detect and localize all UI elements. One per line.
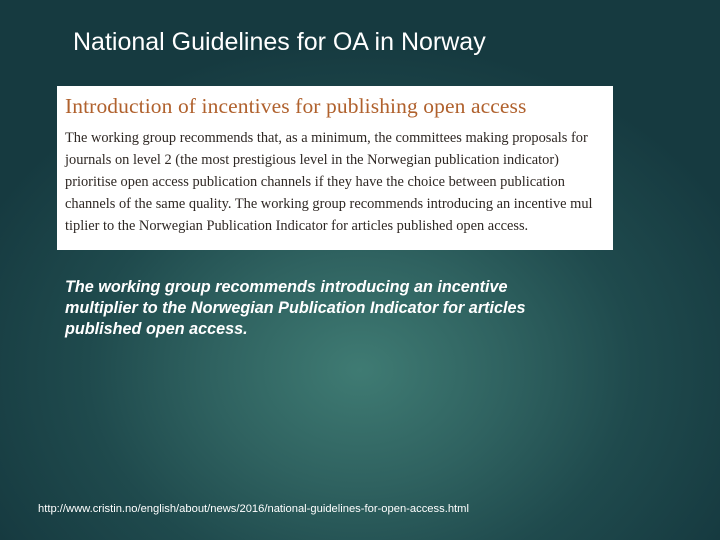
excerpt-line: The working group recommends that, as a minimum, the committees making proposals for (65, 130, 588, 146)
document-excerpt-image (57, 86, 613, 250)
quote-line: multiplier to the Norwegian Publication Indicator for articles (65, 299, 526, 317)
source-url-link[interactable]: http://www.cristin.no/english/about/news/2016/national-guidelines-for-open-access.html (38, 503, 469, 515)
excerpt-line: prioritise open access publication channels if they have the choice between publication (65, 174, 565, 190)
excerpt-line: journals on level 2 (the most prestigious level in the Norwegian publication indicator) (65, 152, 559, 168)
slide-title: National Guidelines for OA in Norway (73, 28, 486, 56)
excerpt-heading: Introduction of incentives for publishing open access (65, 94, 527, 118)
summary-quote (65, 277, 625, 340)
excerpt-line: channels of the same quality. The working group recommends introducing an incentive mul (65, 196, 593, 212)
excerpt-line: tiplier to the Norwegian Publication Indicator for articles published open access. (65, 218, 529, 234)
quote-line: published open access. (65, 320, 248, 338)
excerpt-body (65, 127, 605, 237)
quote-line: The working group recommends introducing an incentive (65, 278, 508, 296)
